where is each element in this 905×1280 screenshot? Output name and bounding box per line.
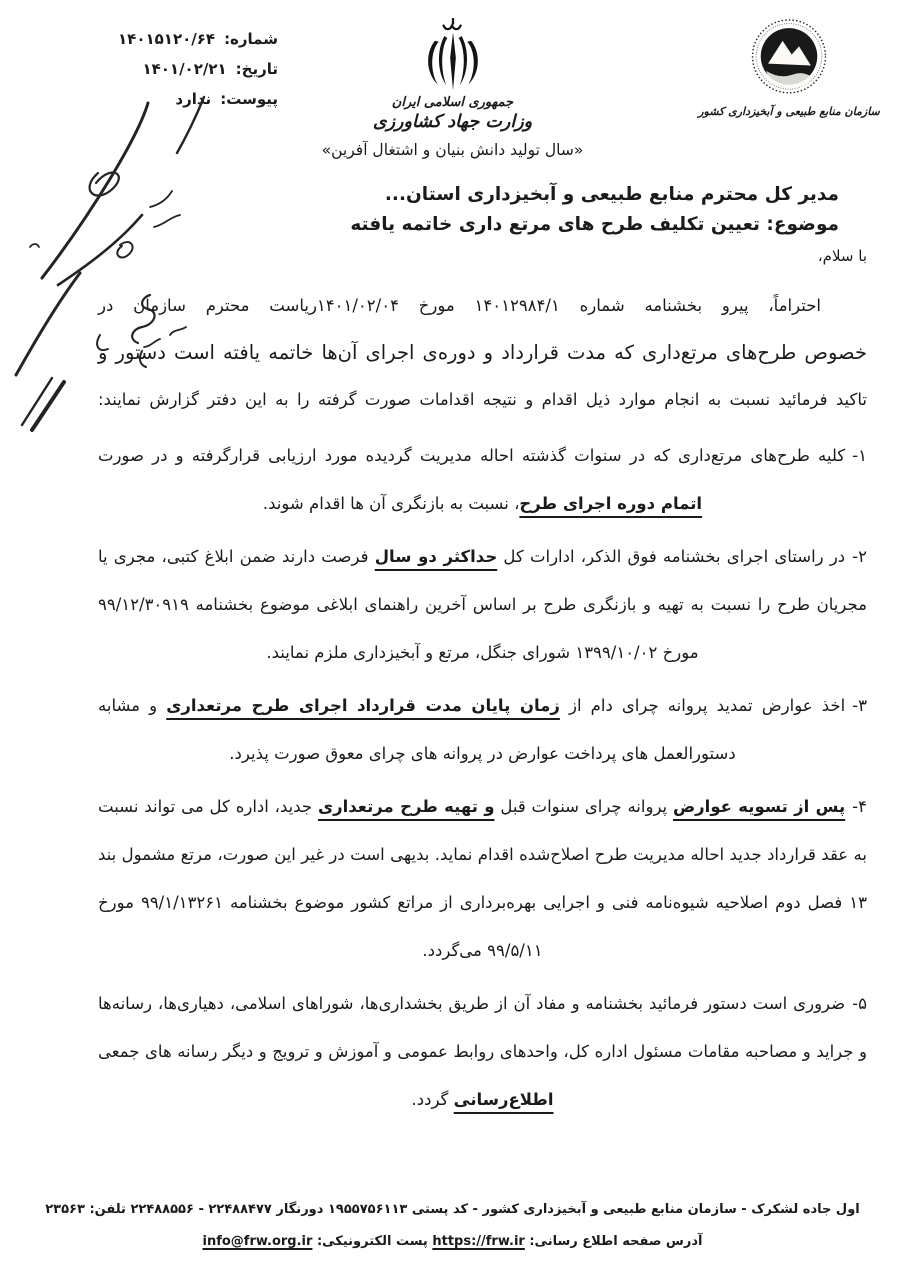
item-text: کلیه طرح‌های مرتع‌داری که در سنوات گذشته احاله مدیریت گردیده مورد ارزیابی قرارگرفته و در صورت اتمام دوره اجرای طرح، نسبت به بازنگری آن ها اقدام شوند. bbox=[98, 445, 846, 513]
subject-line: موضوع: تعیین تکلیف طرح های مرتع داری خاتمه یافته bbox=[350, 213, 839, 235]
organization-seal-icon bbox=[748, 16, 830, 104]
numbered-item-2 bbox=[98, 533, 867, 677]
letter-meta-block bbox=[88, 30, 278, 120]
government-header bbox=[313, 18, 593, 134]
letter-body bbox=[0, 180, 905, 1124]
item-text: ضروری است دستور فرمائید بخشنامه و مفاد آن از طریق بخشداری‌ها، شوراهای اسلامی، دهیاری‌ها، رسانه‌ها و جراید و مصاحبه مقامات مسئول اداره کل، واحدهای روابط عمومی و آموزش و ترویج و دیگر رسانه های جمعی اطلاع‌رسانی گردد. bbox=[98, 993, 867, 1109]
numbered-item-4 bbox=[98, 783, 867, 975]
item-text: پس از تسویه عوارض پروانه چرای سنوات قبل و تهیه طرح مرتعداری جدید، اداره کل می تواند نسبت به عقد قرارداد جدید احاله مدیریت طرح اصلاح‌شده اقدام نماید. بدیهی است در غیر این صورت، مرتع مشمول بند ۱۳ فصل دوم اصلاحیه شیوه‌نامه فنی و اجرایی بهره‌برداری از مراتع کشور موضوع بخشنامه ۹۹/۱/۱۳۲۶۱ مورخ ۹۹/۵/۱۱ می‌گردد. bbox=[98, 796, 867, 960]
letter-number-value: ۱۴۰۱۵۱۲۰/۶۴ bbox=[118, 30, 216, 48]
letter-footer bbox=[28, 1194, 877, 1258]
organization-name-caption: سازمان منابع طبیعی و آبخیزداری کشور bbox=[698, 105, 880, 118]
organization-stamp-block bbox=[689, 16, 889, 118]
iran-emblem-icon bbox=[422, 18, 484, 94]
ministry-name: وزارت جهاد کشاورزی bbox=[372, 112, 533, 133]
numbered-items bbox=[98, 432, 867, 1124]
numbered-item-1 bbox=[98, 432, 867, 528]
country-name: جمهوری اسلامی ایران bbox=[391, 95, 514, 110]
item-number: ۱- bbox=[852, 445, 867, 465]
item-text: اخذ عوارض تمدید پروانه چرای دام از زمان پایان مدت قرارداد اجرای طرح مرتعداری و مشابه دستورالعمل های پرداخت عوارض در پروانه های چرای معوق صورت پذیرد. bbox=[98, 695, 846, 763]
letter-date-value: ۱۴۰۱/۰۲/۲۱ bbox=[142, 60, 227, 78]
footer-address-line: اول جاده لشکرک - سازمان منابع طبیعی و آبخیزداری کشور - کد پستی ۱۹۵۵۷۵۶۱۱۳ دورنگار ۲۲۴۸۸۴۷۷ - ۲۲۴۸۸۵۵۶ تلفن: ۲۳۵۶۳ bbox=[45, 1202, 860, 1218]
footer-contact-line: آدرس صفحه اطلاع رسانی: https://frw.ir پست الکترونیکی: info@frw.org.ir bbox=[202, 1234, 703, 1250]
letter-date-label: تاریخ: bbox=[235, 60, 278, 78]
numbered-item-5 bbox=[98, 980, 867, 1124]
attachment-label: پیوست: bbox=[220, 90, 278, 108]
item-number: ۵- bbox=[852, 993, 867, 1013]
attachment-value: ندارد bbox=[175, 90, 212, 108]
item-text: در راستای اجرای بخشنامه فوق الذکر، ادارات کل حداکثر دو سال فرصت دارند ضمن ابلاغ کتبی، مجری یا مجریان طرح را نسبت به تهیه و بازنگری طرح بر اساس آخرین راهنمای ابلاغی موضوع بخشنامه ۹۹/۱۲/۳۰۹۱۹ مورخ ۱۳۹۹/۱۰/۰۲ شورای جنگل، مرتع و آبخیزداری ملزم نمایند. bbox=[98, 546, 867, 662]
year-slogan: «سال تولید دانش بنیان و اشتغال آفرین» bbox=[321, 141, 584, 159]
intro-line-3: تاکید فرمائید نسبت به انجام موارد ذیل اقدام و نتیجه اقدامات صورت گرفته را به این دفتر گزارش نمایند: bbox=[98, 389, 867, 409]
intro-paragraph bbox=[98, 282, 867, 423]
letterhead bbox=[0, 0, 905, 180]
item-number: ۳- bbox=[852, 695, 867, 715]
letter-attachment-row bbox=[88, 90, 278, 108]
item-number: ۲- bbox=[852, 546, 867, 566]
salutation-line: با سلام، bbox=[817, 246, 867, 265]
intro-line-2: خصوص طرح‌های مرتع‌داری که مدت قرارداد و دوره‌ی اجرای آن‌ها خاتمه یافته است دستور و bbox=[98, 340, 867, 364]
recipient-line: مدیر کل محترم منابع طبیعی و آبخیزداری استان... bbox=[384, 184, 839, 205]
intro-line-1: احتراماً، پیرو بخشنامه شماره ۱۴۰۱۲۹۸۴/۱ مورخ ۱۴۰۱/۰۲/۰۴ریاست محترم سازمان در bbox=[98, 295, 821, 315]
item-number: ۴- bbox=[852, 796, 867, 816]
letter-number-row bbox=[88, 30, 278, 48]
numbered-item-3 bbox=[98, 682, 867, 778]
letter-date-row bbox=[88, 60, 278, 78]
letter-number-label: شماره: bbox=[224, 30, 278, 48]
